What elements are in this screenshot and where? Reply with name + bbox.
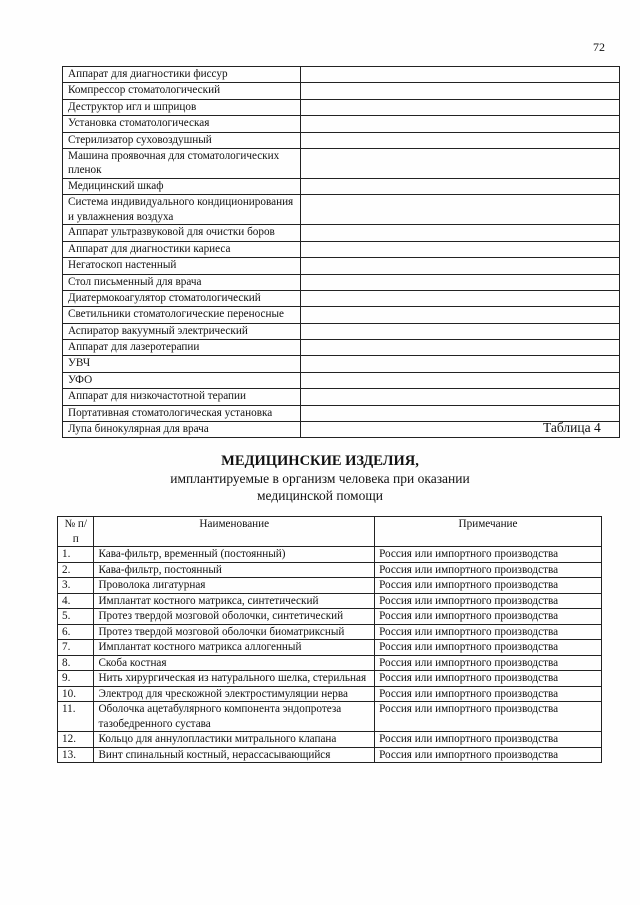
row-note: Россия или импортного производства (375, 640, 602, 656)
row-number: 2. (58, 562, 94, 578)
equipment-empty-cell (301, 340, 620, 356)
equipment-name: Машина проявочная для стоматологических пленок (63, 148, 301, 178)
header-note: Примечание (375, 517, 602, 547)
table-subtitle-line1: имплантируемые в организм человека при оказании (170, 471, 470, 486)
row-name: Имплантат костного матрикса, синтетический (94, 593, 375, 609)
equipment-row (63, 116, 620, 132)
equipment-name: Деструктор игл и шприцов (63, 99, 301, 115)
equipment-empty-cell (301, 225, 620, 241)
table-title-block (100, 452, 540, 504)
equipment-name: Портативная стоматологическая установка (63, 405, 301, 421)
row-note: Россия или импортного производства (375, 702, 602, 732)
equipment-name: УВЧ (63, 356, 301, 372)
equipment-empty-cell (301, 132, 620, 148)
equipment-table (62, 66, 620, 438)
equipment-empty-cell (301, 356, 620, 372)
table-caption: Таблица 4 (543, 420, 601, 435)
row-note: Россия или импортного производства (375, 624, 602, 640)
equipment-row (63, 389, 620, 405)
equipment-row (63, 83, 620, 99)
row-name: Протез твердой мозговой оболочки биоматриксный (94, 624, 375, 640)
equipment-empty-cell (301, 274, 620, 290)
equipment-row (63, 67, 620, 83)
row-name: Винт спинальный костный, нерассасывающийся (94, 747, 375, 763)
row-number: 6. (58, 624, 94, 640)
equipment-empty-cell (301, 323, 620, 339)
equipment-name: Стол письменный для врача (63, 274, 301, 290)
row-name: Нить хирургическая из натурального шелка, стерильная (94, 671, 375, 687)
row-number: 9. (58, 671, 94, 687)
equipment-row (63, 241, 620, 257)
equipment-row (63, 290, 620, 306)
row-note: Россия или импортного производства (375, 747, 602, 763)
implants-header-row (58, 517, 602, 547)
equipment-row (63, 307, 620, 323)
header-num: № п/п (58, 517, 94, 547)
equipment-empty-cell (301, 83, 620, 99)
table-row (58, 671, 602, 687)
equipment-name: Система индивидуального кондиционирования и увлажнения воздуха (63, 195, 301, 225)
equipment-row (63, 323, 620, 339)
implants-table (57, 516, 602, 763)
equipment-name: Аппарат для низкочастотной терапии (63, 389, 301, 405)
table-subtitle-line2: медицинской помощи (257, 488, 383, 503)
equipment-empty-cell (301, 99, 620, 115)
table-row (58, 686, 602, 702)
row-number: 3. (58, 578, 94, 594)
row-name: Оболочка ацетабулярного компонента эндопротеза тазобедренного сустава (94, 702, 375, 732)
row-name: Кольцо для аннулопластики митрального клапана (94, 732, 375, 748)
equipment-empty-cell (301, 178, 620, 194)
row-name: Электрод для чрескожной электростимуляции нерва (94, 686, 375, 702)
row-number: 13. (58, 747, 94, 763)
table-row (58, 624, 602, 640)
equipment-name: Установка стоматологическая (63, 116, 301, 132)
equipment-name: Аппарат для диагностики кариеса (63, 241, 301, 257)
row-note: Россия или импортного производства (375, 562, 602, 578)
table-row (58, 655, 602, 671)
row-name: Кава-фильтр, постоянный (94, 562, 375, 578)
row-note: Россия или импортного производства (375, 732, 602, 748)
equipment-name: Компрессор стоматологический (63, 83, 301, 99)
equipment-empty-cell (301, 372, 620, 388)
equipment-name: Диатермокоагулятор стоматологический (63, 290, 301, 306)
equipment-empty-cell (301, 258, 620, 274)
row-number: 5. (58, 609, 94, 625)
equipment-empty-cell (301, 389, 620, 405)
table-row (58, 562, 602, 578)
row-name: Скоба костная (94, 655, 375, 671)
equipment-row (63, 178, 620, 194)
equipment-name: Стерилизатор суховоздушный (63, 132, 301, 148)
row-number: 4. (58, 593, 94, 609)
equipment-empty-cell (301, 116, 620, 132)
equipment-row (63, 274, 620, 290)
equipment-empty-cell (301, 148, 620, 178)
equipment-name: УФО (63, 372, 301, 388)
equipment-name: Светильники стоматологические переносные (63, 307, 301, 323)
row-number: 10. (58, 686, 94, 702)
equipment-empty-cell (301, 67, 620, 83)
row-note: Россия или импортного производства (375, 578, 602, 594)
row-name: Протез твердой мозговой оболочки, синтетический (94, 609, 375, 625)
equipment-row (63, 340, 620, 356)
table-row (58, 609, 602, 625)
table-title: МЕДИЦИНСКИЕ ИЗДЕЛИЯ, (221, 453, 419, 469)
equipment-row (63, 225, 620, 241)
row-number: 7. (58, 640, 94, 656)
row-number: 8. (58, 655, 94, 671)
equipment-row (63, 372, 620, 388)
row-note: Россия или импортного производства (375, 686, 602, 702)
equipment-name: Аппарат для лазеротерапии (63, 340, 301, 356)
row-name: Проволока лигатурная (94, 578, 375, 594)
equipment-row (63, 356, 620, 372)
equipment-row (63, 258, 620, 274)
row-name: Кава-фильтр, временный (постоянный) (94, 547, 375, 563)
table-row (58, 578, 602, 594)
page-number: 72 (593, 40, 605, 54)
equipment-row (63, 132, 620, 148)
row-note: Россия или импортного производства (375, 655, 602, 671)
row-name: Имплантат костного матрикса аллогенный (94, 640, 375, 656)
equipment-name: Медицинский шкаф (63, 178, 301, 194)
header-name: Наименование (94, 517, 375, 547)
table-row (58, 747, 602, 763)
table-row (58, 547, 602, 563)
table-row (58, 640, 602, 656)
row-note: Россия или импортного производства (375, 593, 602, 609)
row-number: 11. (58, 702, 94, 732)
equipment-empty-cell (301, 307, 620, 323)
equipment-row (63, 195, 620, 225)
equipment-name: Аппарат для диагностики фиссур (63, 67, 301, 83)
row-note: Россия или импортного производства (375, 547, 602, 563)
row-note: Россия или импортного производства (375, 671, 602, 687)
equipment-row (63, 99, 620, 115)
equipment-name: Аппарат ультразвуковой для очистки боров (63, 225, 301, 241)
equipment-name: Негатоскоп настенный (63, 258, 301, 274)
row-number: 12. (58, 732, 94, 748)
equipment-row (63, 422, 620, 438)
row-note: Россия или импортного производства (375, 609, 602, 625)
equipment-empty-cell (301, 241, 620, 257)
equipment-name: Аспиратор вакуумный электрический (63, 323, 301, 339)
table-row (58, 593, 602, 609)
table-row (58, 732, 602, 748)
equipment-row (63, 148, 620, 178)
equipment-name: Лупа бинокулярная для врача (63, 422, 301, 438)
row-number: 1. (58, 547, 94, 563)
equipment-empty-cell (301, 290, 620, 306)
table-row (58, 702, 602, 732)
equipment-empty-cell (301, 195, 620, 225)
equipment-row (63, 405, 620, 421)
